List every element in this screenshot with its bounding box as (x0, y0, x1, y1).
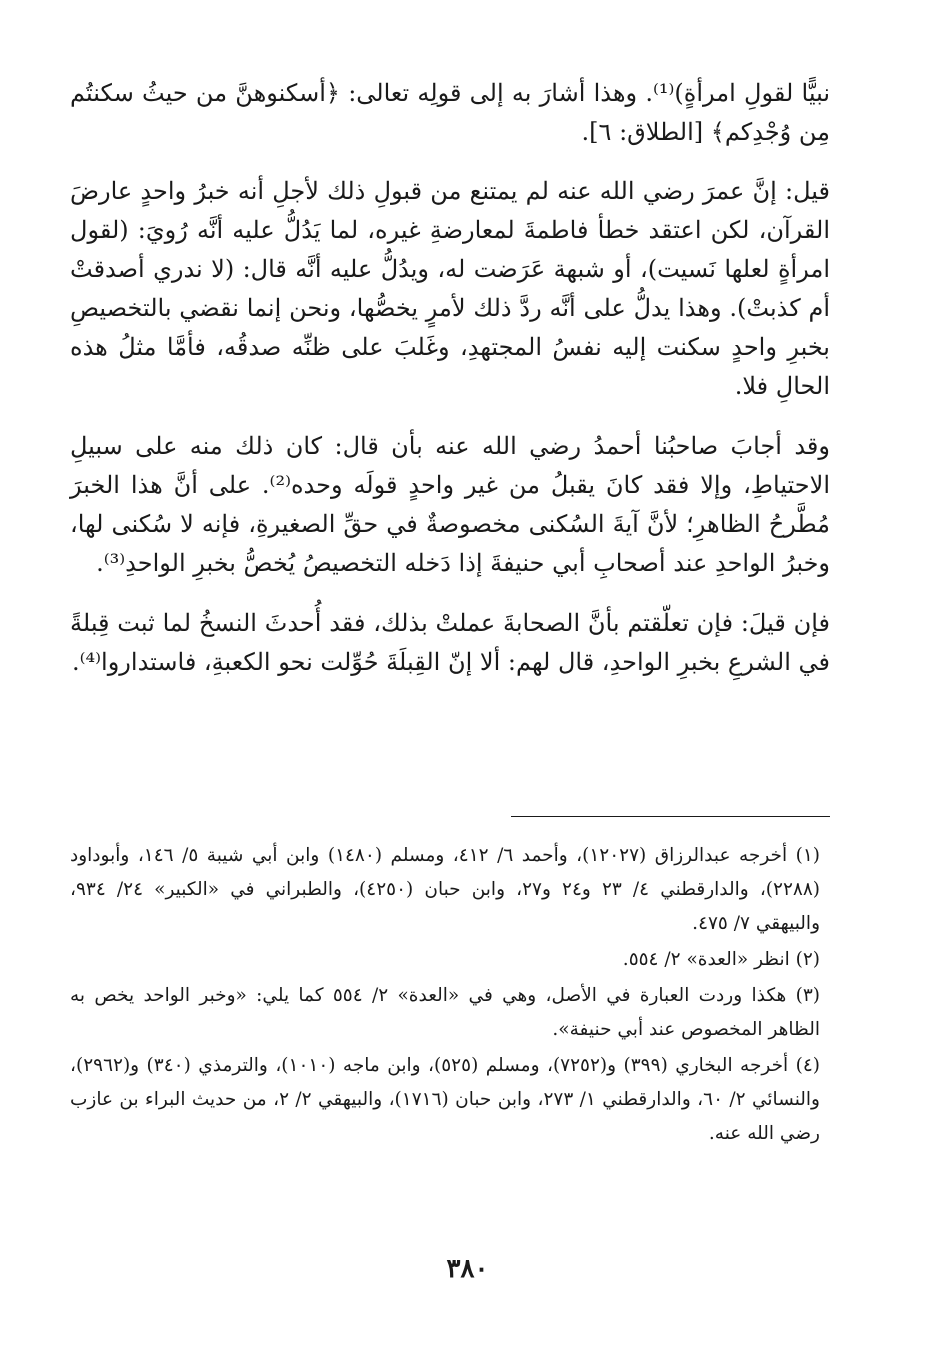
paragraph-1: نبيًّا لقولِ امرأةٍ)⁽¹⁾. وهذا أشارَ به إلى قولِه تعالى: ﴿أسكنوهنَّ من حيثُ سكنتُم مِن وُجْدِكم﴾ [الطلاق: ٦]. (70, 79, 830, 146)
paragraph-4: فإن قيلَ: فإن تعلّقتم بأنَّ الصحابةَ عملتْ بذلك، فقد أُحدثَ النسخُ لما ثبت قِبلةً في الشرعِ بخبرِ الواحدِ، قال لهم: ألا إنّ القِبلَةَ حُوِّلت نحو الكعبةِ، فاستداروا⁽⁴⁾. (70, 609, 831, 676)
paragraph-2: قيل: إنَّ عمرَ رضي الله عنه لم يمتنع من قبولِ ذلك لأجلِ أنه خبرُ واحدٍ عارضَ القرآن، لكن اعتقد خطأ فاطمةَ لمعارضةِ غيره، لما يَدُلُّ عليه أنَّه رُويَ: (لقول امرأةٍ لعلها نَسيت)، أو شبهة عَرَضت له، ويدُلُّ عليه أنَّه قال: (لا ندري أصدقتْ أم كذبتْ). وهذا يدلُّ على أنَّه ردَّ ذلك لأمرٍ يخصُّها، ونحن إنما نقضي بالتخصيصِ بخبرِ واحدٍ سكنت إليه نفسُ المجتهدِ، وغَلبَ على ظنِّه صدقُه، فأمَّا مثلُ هذه الحالِ فلا. (70, 177, 830, 400)
footnote-3: (٣) هكذا وردت العبارة في الأصل، وهي في «العدة» ٢/ ٥٥٤ كما يلي: «وخبر الواحد يخص به الظاهر المخصوص عند أبي حنيفة». (70, 985, 820, 1040)
main-text (70, 74, 830, 703)
footnote-4: (٤) أخرجه البخاري (٣٩٩) و(٧٢٥٢)، ومسلم (٥٢٥)، وابن ماجه (١٠١٠)، والترمذي (٣٤٠) و(٢٩٦٢)، والنسائي ٢/ ٦٠، والدارقطني ١/ ٢٧٣، وابن حبان (١٧١٦)، والبيهقي ٢/ ٢، من حديث البراء بن عازب رضي الله عنه. (70, 1055, 821, 1144)
paragraph-3: وقد أجابَ صاحبُنا أحمدُ رضي الله عنه بأن قال: كان ذلك منه على سبيلِ الاحتياطِ، وإلا فقد كانَ يقبلُ من غير واحدٍ قولَه وحده⁽²⁾. على أنَّ هذا الخبرَ مُطَّرحُ الظاهرِ؛ لأنَّ آيةَ السُكنى مخصوصةٌ في حقِّ الصغيرةِ، فإنه لا سُكنى لها، وخبرُ الواحدِ عند أصحابِ أبي حنيفةَ إذا دَخله التخصيصُ يُخصُّ بخبرِ الواحدِ⁽³⁾. (70, 432, 830, 577)
footnotes (70, 839, 820, 1153)
page-number: ٣٨٠ (446, 1254, 489, 1284)
footnote-1: (١) أخرجه عبدالرزاق (١٢٠٢٧)، وأحمد ٦/ ٤١٢، ومسلم (١٤٨٠) وابن أبي شيبة ٥/ ١٤٦، وأبوداود (٢٢٨٨)، والدارقطني ٤/ ٢٣ و٢٤ و٢٧، وابن حبان (٤٢٥٠)، والطبراني في «الكبير» ٢٤/ ٩٣٤، والبيهقي ٧/ ٤٧٥. (70, 845, 820, 934)
footnote-divider (511, 816, 830, 817)
footnote-2: (٢) انظر «العدة» ٢/ ٥٥٤. (622, 949, 820, 970)
